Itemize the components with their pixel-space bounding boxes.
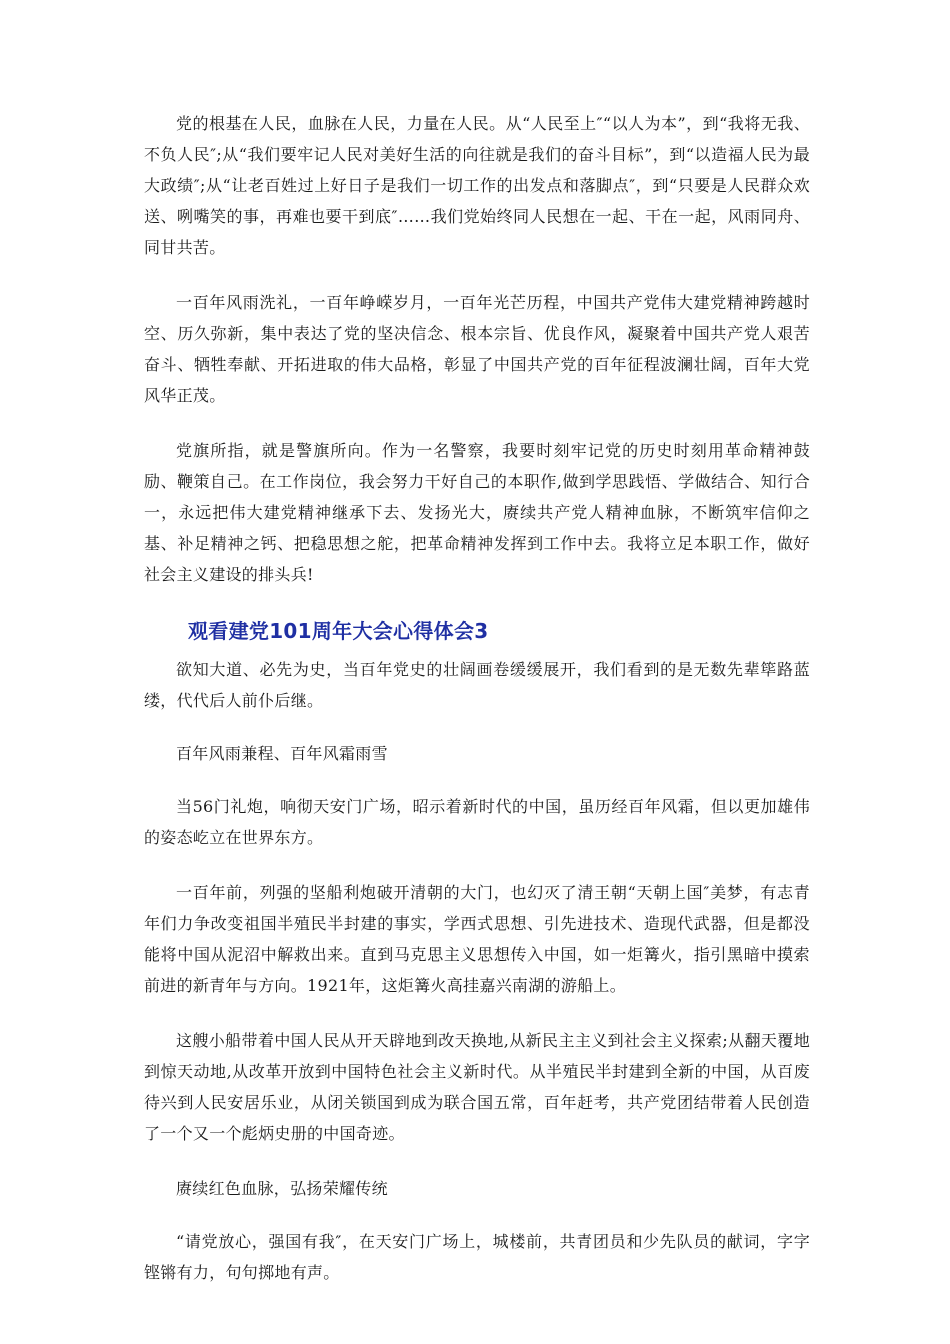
paragraph-small-boat: 这艘小船带着中国人民从开天辟地到改天换地,从新民主主义到社会主义探索;从翻天覆地到惊天动地,从改革开放到中国特色社会主义新时代。从半殖民半封建到全新的中国，从百废待兴到人民安居乐业，从闭关锁国到成为联合国五常，百年赶考，共产党团结带着人民创造了一个又一个彪炳史册的中国奇迹。 bbox=[144, 1031, 810, 1143]
paragraph-police-duty: 党旗所指，就是警旗所向。作为一名警察，我要时刻牢记党的历史时刻用革命精神鼓励、鞭策自己。在工作岗位，我会努力干好自己的本职作,做到学思践悟、学做结合、知行合一，永远把伟大建党精神继承下去、发扬光大，赓续共产党人精神血脉，不断筑牢信仰之基、补足精神之钙、把稳思想之舵，把革命精神发挥到工作中去。我将立足本职工作，做好社会主义建设的排头兵! bbox=[144, 441, 810, 584]
paragraph-people: 党的根基在人民，血脉在人民，力量在人民。从“人民至上″“以人为本”，到“我将无我、不负人民″;从“我们要牢记人民对美好生活的向往就是我们的奋斗目标”，到“以造福人民为最大政绩″;从“让老百姓过上好日子是我们一切工作的出发点和落脚点″，到“只要是人民群众欢送、咧嘴笑的事，再难也要干到底″……我们党始终同人民想在一起、干在一起，风雨同舟、同甘共苦。 bbox=[144, 114, 810, 257]
subheading-red-bloodline: 赓续红色血脉，弘扬荣耀传统 bbox=[176, 1179, 388, 1198]
paragraph-century-spirit: 一百年风雨洗礼，一百年峥嵘岁月，一百年光芒历程，中国共产党伟大建党精神跨越时空、历久弥新，集中表达了党的坚决信念、根本宗旨、优良作风，凝聚着中国共产党人艰苦奋斗、牺牲奉献、开拓进取的伟大品格，彰显了中国共产党的百年征程波澜壮阔，百年大党风华正茂。 bbox=[144, 293, 810, 405]
subheading-century-journey: 百年风雨兼程、百年风霜雨雪 bbox=[176, 744, 388, 763]
document-page bbox=[144, 108, 810, 1312]
section-heading: 观看建党101周年大会心得体会3 bbox=[188, 619, 489, 643]
paragraph-pledge: “请党放心，强国有我″，在天安门广场上，城楼前，共青团员和少先队员的献词，字字铿锵有力，句句掷地有声。 bbox=[144, 1232, 810, 1282]
paragraph-salute: 当56门礼炮，响彻天安门广场，昭示着新时代的中国，虽历经百年风霜，但以更加雄伟的姿态屹立在世界东方。 bbox=[144, 797, 810, 847]
paragraph-hundred-years-ago: 一百年前，列强的坚船利炮破开清朝的大门，也幻灭了清王朝“天朝上国″美梦，有志青年们力争改变祖国半殖民半封建的事实，学西式思想、引先进技术、造现代武器，但是都没能将中国从泥沼中解救出来。直到马克思主义思想传入中国，如一炬篝火，指引黑暗中摸索前进的新青年与方向。1921年，这炬篝火高挂嘉兴南湖的游船上。 bbox=[144, 883, 810, 995]
paragraph-history: 欲知大道、必先为史，当百年党史的壮阔画卷缓缓展开，我们看到的是无数先辈筚路蓝缕，代代后人前仆后继。 bbox=[144, 660, 810, 710]
